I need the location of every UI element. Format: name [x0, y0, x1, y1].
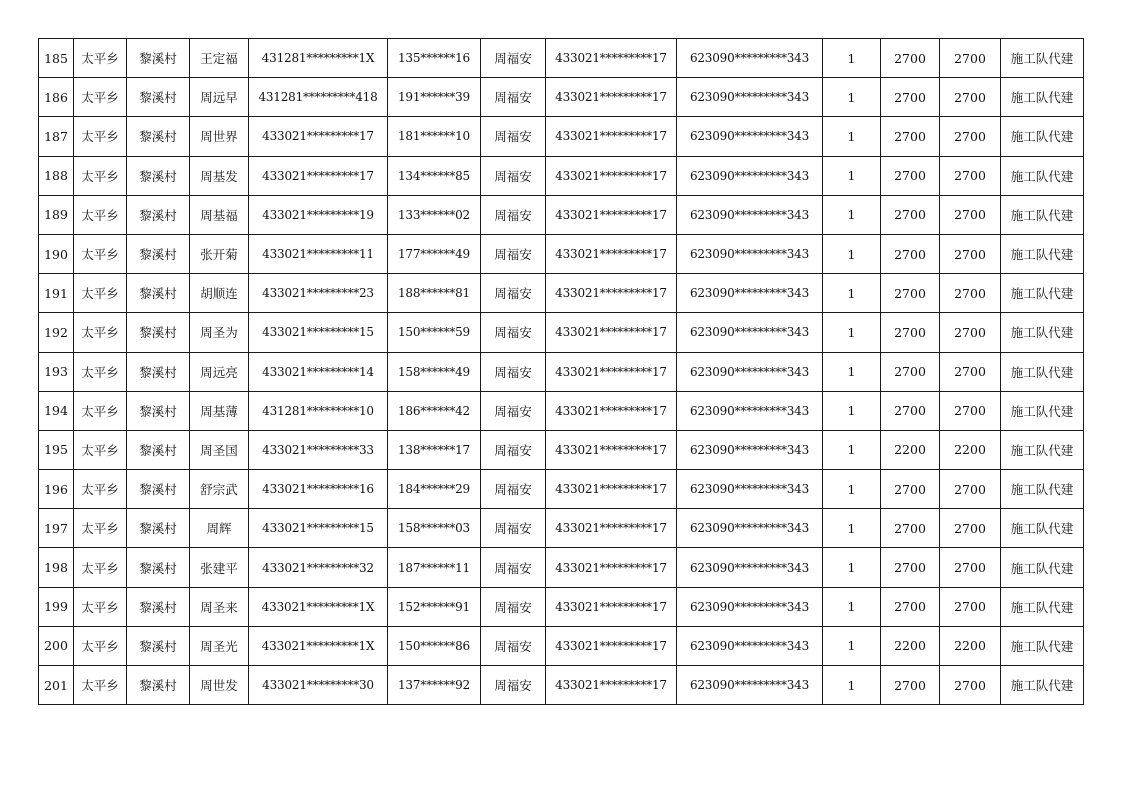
table-row: [39, 587, 1084, 626]
builder-id-cell: 433021*********17: [546, 117, 677, 156]
table-row: [39, 313, 1084, 352]
id-number-cell: 433021*********15: [249, 313, 388, 352]
serial-number-cell: 200: [39, 626, 74, 665]
paid-amount-cell: 2700: [940, 548, 1001, 587]
builder-id-cell: 433021*********17: [546, 39, 677, 78]
phone-cell: 135******16: [388, 39, 481, 78]
table-row: [39, 195, 1084, 234]
paid-amount-cell: 2700: [940, 666, 1001, 705]
table-row: [39, 352, 1084, 391]
builder-id-cell: 433021*********17: [546, 391, 677, 430]
village-cell: 黎溪村: [127, 117, 190, 156]
id-number-cell: 433021*********16: [249, 470, 388, 509]
id-number-cell: 431281*********1X: [249, 39, 388, 78]
id-number-cell: 433021*********19: [249, 195, 388, 234]
builder-name-cell: 周福安: [481, 587, 546, 626]
table-row: [39, 666, 1084, 705]
household-count-cell: 1: [823, 234, 881, 273]
subsidy-amount-cell: 2700: [881, 509, 940, 548]
bank-account-cell: 623090*********343: [677, 274, 823, 313]
construction-mode-cell: 施工队代建: [1001, 39, 1084, 78]
builder-id-cell: 433021*********17: [546, 195, 677, 234]
serial-number-cell: 198: [39, 548, 74, 587]
table-row: [39, 117, 1084, 156]
serial-number-cell: 199: [39, 587, 74, 626]
serial-number-cell: 185: [39, 39, 74, 78]
builder-name-cell: 周福安: [481, 626, 546, 665]
serial-number-cell: 191: [39, 274, 74, 313]
household-count-cell: 1: [823, 666, 881, 705]
paid-amount-cell: 2700: [940, 234, 1001, 273]
construction-mode-cell: 施工队代建: [1001, 587, 1084, 626]
serial-number-cell: 201: [39, 666, 74, 705]
name-cell: 周圣来: [190, 587, 249, 626]
subsidy-amount-cell: 2700: [881, 666, 940, 705]
builder-name-cell: 周福安: [481, 430, 546, 469]
id-number-cell: 433021*********32: [249, 548, 388, 587]
paid-amount-cell: 2700: [940, 391, 1001, 430]
construction-mode-cell: 施工队代建: [1001, 548, 1084, 587]
name-cell: 王定福: [190, 39, 249, 78]
paid-amount-cell: 2700: [940, 156, 1001, 195]
township-cell: 太平乡: [74, 156, 127, 195]
household-count-cell: 1: [823, 313, 881, 352]
subsidy-amount-cell: 2700: [881, 234, 940, 273]
id-number-cell: 433021*********15: [249, 509, 388, 548]
village-cell: 黎溪村: [127, 39, 190, 78]
serial-number-cell: 186: [39, 78, 74, 117]
phone-cell: 187******11: [388, 548, 481, 587]
builder-id-cell: 433021*********17: [546, 587, 677, 626]
township-cell: 太平乡: [74, 313, 127, 352]
township-cell: 太平乡: [74, 195, 127, 234]
subsidy-amount-cell: 2200: [881, 626, 940, 665]
village-cell: 黎溪村: [127, 509, 190, 548]
name-cell: 周圣光: [190, 626, 249, 665]
construction-mode-cell: 施工队代建: [1001, 352, 1084, 391]
village-cell: 黎溪村: [127, 313, 190, 352]
builder-name-cell: 周福安: [481, 156, 546, 195]
subsidy-amount-cell: 2700: [881, 391, 940, 430]
bank-account-cell: 623090*********343: [677, 313, 823, 352]
id-number-cell: 433021*********1X: [249, 626, 388, 665]
subsidy-amount-cell: 2700: [881, 78, 940, 117]
bank-account-cell: 623090*********343: [677, 352, 823, 391]
township-cell: 太平乡: [74, 548, 127, 587]
construction-mode-cell: 施工队代建: [1001, 274, 1084, 313]
construction-mode-cell: 施工队代建: [1001, 626, 1084, 665]
township-cell: 太平乡: [74, 470, 127, 509]
serial-number-cell: 193: [39, 352, 74, 391]
builder-name-cell: 周福安: [481, 391, 546, 430]
township-cell: 太平乡: [74, 587, 127, 626]
village-cell: 黎溪村: [127, 470, 190, 509]
bank-account-cell: 623090*********343: [677, 234, 823, 273]
name-cell: 周基福: [190, 195, 249, 234]
township-cell: 太平乡: [74, 352, 127, 391]
construction-mode-cell: 施工队代建: [1001, 78, 1084, 117]
table-row: [39, 626, 1084, 665]
construction-mode-cell: 施工队代建: [1001, 234, 1084, 273]
name-cell: 周基薄: [190, 391, 249, 430]
name-cell: 周远亮: [190, 352, 249, 391]
phone-cell: 150******86: [388, 626, 481, 665]
phone-cell: 150******59: [388, 313, 481, 352]
serial-number-cell: 197: [39, 509, 74, 548]
name-cell: 张开菊: [190, 234, 249, 273]
id-number-cell: 433021*********33: [249, 430, 388, 469]
builder-id-cell: 433021*********17: [546, 470, 677, 509]
table-body: [39, 39, 1084, 705]
name-cell: 周远早: [190, 78, 249, 117]
table-row: [39, 430, 1084, 469]
township-cell: 太平乡: [74, 509, 127, 548]
township-cell: 太平乡: [74, 626, 127, 665]
paid-amount-cell: 2700: [940, 313, 1001, 352]
bank-account-cell: 623090*********343: [677, 78, 823, 117]
id-number-cell: 431281*********10: [249, 391, 388, 430]
village-cell: 黎溪村: [127, 234, 190, 273]
construction-mode-cell: 施工队代建: [1001, 156, 1084, 195]
village-cell: 黎溪村: [127, 274, 190, 313]
bank-account-cell: 623090*********343: [677, 39, 823, 78]
phone-cell: 138******17: [388, 430, 481, 469]
subsidy-amount-cell: 2700: [881, 274, 940, 313]
builder-id-cell: 433021*********17: [546, 78, 677, 117]
name-cell: 舒宗武: [190, 470, 249, 509]
serial-number-cell: 194: [39, 391, 74, 430]
household-count-cell: 1: [823, 548, 881, 587]
paid-amount-cell: 2700: [940, 117, 1001, 156]
table-row: [39, 78, 1084, 117]
household-count-cell: 1: [823, 587, 881, 626]
name-cell: 胡顺连: [190, 274, 249, 313]
bank-account-cell: 623090*********343: [677, 626, 823, 665]
phone-cell: 158******03: [388, 509, 481, 548]
phone-cell: 133******02: [388, 195, 481, 234]
phone-cell: 177******49: [388, 234, 481, 273]
township-cell: 太平乡: [74, 117, 127, 156]
table-row: [39, 470, 1084, 509]
bank-account-cell: 623090*********343: [677, 156, 823, 195]
bank-account-cell: 623090*********343: [677, 666, 823, 705]
subsidy-amount-cell: 2700: [881, 117, 940, 156]
name-cell: 张建平: [190, 548, 249, 587]
household-count-cell: 1: [823, 430, 881, 469]
paid-amount-cell: 2700: [940, 78, 1001, 117]
builder-id-cell: 433021*********17: [546, 666, 677, 705]
household-count-cell: 1: [823, 39, 881, 78]
village-cell: 黎溪村: [127, 430, 190, 469]
paid-amount-cell: 2700: [940, 470, 1001, 509]
serial-number-cell: 192: [39, 313, 74, 352]
builder-name-cell: 周福安: [481, 509, 546, 548]
builder-name-cell: 周福安: [481, 274, 546, 313]
village-cell: 黎溪村: [127, 666, 190, 705]
paid-amount-cell: 2700: [940, 352, 1001, 391]
construction-mode-cell: 施工队代建: [1001, 195, 1084, 234]
subsidy-amount-cell: 2700: [881, 352, 940, 391]
subsidy-amount-cell: 2700: [881, 587, 940, 626]
serial-number-cell: 187: [39, 117, 74, 156]
phone-cell: 184******29: [388, 470, 481, 509]
builder-name-cell: 周福安: [481, 352, 546, 391]
builder-name-cell: 周福安: [481, 548, 546, 587]
construction-mode-cell: 施工队代建: [1001, 391, 1084, 430]
bank-account-cell: 623090*********343: [677, 117, 823, 156]
household-count-cell: 1: [823, 78, 881, 117]
township-cell: 太平乡: [74, 78, 127, 117]
subsidy-amount-cell: 2200: [881, 430, 940, 469]
subsidy-amount-cell: 2700: [881, 470, 940, 509]
name-cell: 周世发: [190, 666, 249, 705]
builder-id-cell: 433021*********17: [546, 156, 677, 195]
construction-mode-cell: 施工队代建: [1001, 117, 1084, 156]
builder-id-cell: 433021*********17: [546, 313, 677, 352]
subsidy-amount-cell: 2700: [881, 548, 940, 587]
household-count-cell: 1: [823, 626, 881, 665]
builder-id-cell: 433021*********17: [546, 509, 677, 548]
village-cell: 黎溪村: [127, 78, 190, 117]
subsidy-amount-cell: 2700: [881, 156, 940, 195]
township-cell: 太平乡: [74, 430, 127, 469]
id-number-cell: 433021*********17: [249, 156, 388, 195]
phone-cell: 137******92: [388, 666, 481, 705]
paid-amount-cell: 2700: [940, 587, 1001, 626]
phone-cell: 188******81: [388, 274, 481, 313]
builder-id-cell: 433021*********17: [546, 234, 677, 273]
village-cell: 黎溪村: [127, 587, 190, 626]
bank-account-cell: 623090*********343: [677, 587, 823, 626]
household-count-cell: 1: [823, 391, 881, 430]
id-number-cell: 431281*********418: [249, 78, 388, 117]
phone-cell: 134******85: [388, 156, 481, 195]
serial-number-cell: 189: [39, 195, 74, 234]
builder-id-cell: 433021*********17: [546, 626, 677, 665]
village-cell: 黎溪村: [127, 156, 190, 195]
village-cell: 黎溪村: [127, 195, 190, 234]
table-row: [39, 548, 1084, 587]
subsidy-roster-table: [38, 38, 1084, 705]
village-cell: 黎溪村: [127, 352, 190, 391]
name-cell: 周圣为: [190, 313, 249, 352]
bank-account-cell: 623090*********343: [677, 548, 823, 587]
serial-number-cell: 196: [39, 470, 74, 509]
subsidy-amount-cell: 2700: [881, 313, 940, 352]
village-cell: 黎溪村: [127, 626, 190, 665]
phone-cell: 158******49: [388, 352, 481, 391]
serial-number-cell: 190: [39, 234, 74, 273]
township-cell: 太平乡: [74, 274, 127, 313]
bank-account-cell: 623090*********343: [677, 470, 823, 509]
household-count-cell: 1: [823, 352, 881, 391]
township-cell: 太平乡: [74, 391, 127, 430]
paid-amount-cell: 2200: [940, 626, 1001, 665]
household-count-cell: 1: [823, 509, 881, 548]
bank-account-cell: 623090*********343: [677, 430, 823, 469]
id-number-cell: 433021*********14: [249, 352, 388, 391]
phone-cell: 186******42: [388, 391, 481, 430]
construction-mode-cell: 施工队代建: [1001, 666, 1084, 705]
household-count-cell: 1: [823, 470, 881, 509]
household-count-cell: 1: [823, 274, 881, 313]
builder-name-cell: 周福安: [481, 313, 546, 352]
township-cell: 太平乡: [74, 234, 127, 273]
builder-name-cell: 周福安: [481, 39, 546, 78]
village-cell: 黎溪村: [127, 391, 190, 430]
table-row: [39, 39, 1084, 78]
id-number-cell: 433021*********1X: [249, 587, 388, 626]
township-cell: 太平乡: [74, 666, 127, 705]
construction-mode-cell: 施工队代建: [1001, 313, 1084, 352]
household-count-cell: 1: [823, 117, 881, 156]
bank-account-cell: 623090*********343: [677, 391, 823, 430]
id-number-cell: 433021*********23: [249, 274, 388, 313]
village-cell: 黎溪村: [127, 548, 190, 587]
construction-mode-cell: 施工队代建: [1001, 430, 1084, 469]
subsidy-amount-cell: 2700: [881, 39, 940, 78]
builder-id-cell: 433021*********17: [546, 430, 677, 469]
table-row: [39, 156, 1084, 195]
name-cell: 周基发: [190, 156, 249, 195]
builder-name-cell: 周福安: [481, 470, 546, 509]
id-number-cell: 433021*********30: [249, 666, 388, 705]
household-count-cell: 1: [823, 156, 881, 195]
phone-cell: 191******39: [388, 78, 481, 117]
builder-name-cell: 周福安: [481, 195, 546, 234]
construction-mode-cell: 施工队代建: [1001, 470, 1084, 509]
id-number-cell: 433021*********11: [249, 234, 388, 273]
builder-id-cell: 433021*********17: [546, 352, 677, 391]
phone-cell: 152******91: [388, 587, 481, 626]
table-row: [39, 391, 1084, 430]
builder-name-cell: 周福安: [481, 234, 546, 273]
paid-amount-cell: 2200: [940, 430, 1001, 469]
phone-cell: 181******10: [388, 117, 481, 156]
paid-amount-cell: 2700: [940, 39, 1001, 78]
table-row: [39, 509, 1084, 548]
paid-amount-cell: 2700: [940, 509, 1001, 548]
township-cell: 太平乡: [74, 39, 127, 78]
table-row: [39, 274, 1084, 313]
name-cell: 周辉: [190, 509, 249, 548]
table-row: [39, 234, 1084, 273]
bank-account-cell: 623090*********343: [677, 195, 823, 234]
household-count-cell: 1: [823, 195, 881, 234]
serial-number-cell: 195: [39, 430, 74, 469]
name-cell: 周世界: [190, 117, 249, 156]
id-number-cell: 433021*********17: [249, 117, 388, 156]
paid-amount-cell: 2700: [940, 274, 1001, 313]
serial-number-cell: 188: [39, 156, 74, 195]
builder-id-cell: 433021*********17: [546, 548, 677, 587]
builder-name-cell: 周福安: [481, 117, 546, 156]
paid-amount-cell: 2700: [940, 195, 1001, 234]
name-cell: 周圣国: [190, 430, 249, 469]
subsidy-amount-cell: 2700: [881, 195, 940, 234]
builder-id-cell: 433021*********17: [546, 274, 677, 313]
bank-account-cell: 623090*********343: [677, 509, 823, 548]
builder-name-cell: 周福安: [481, 666, 546, 705]
builder-name-cell: 周福安: [481, 78, 546, 117]
construction-mode-cell: 施工队代建: [1001, 509, 1084, 548]
